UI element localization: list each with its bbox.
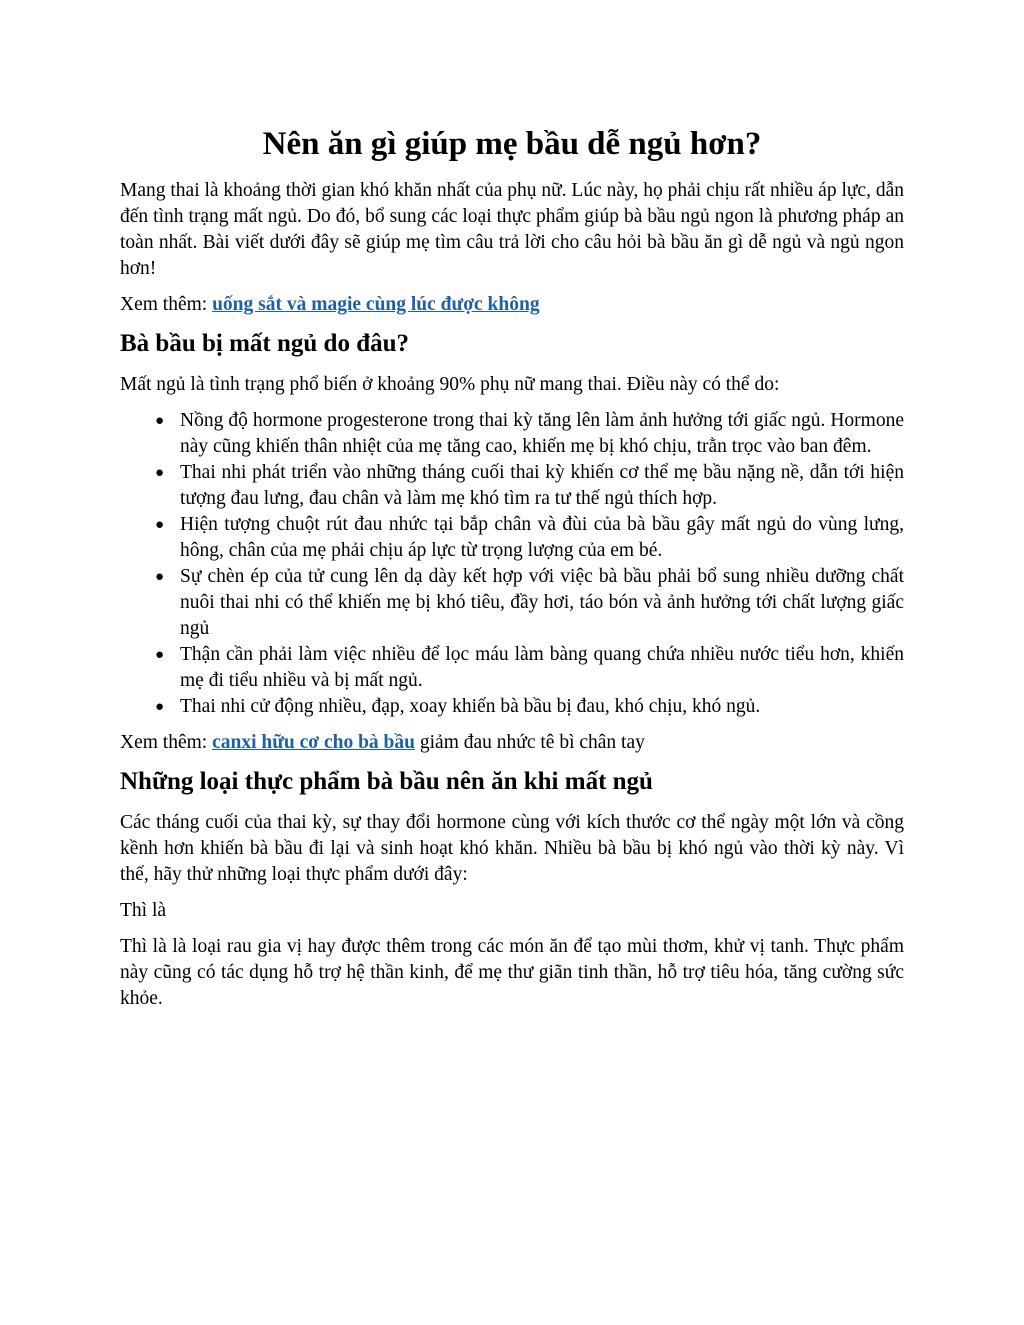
- see-more-link-iron-magnesium[interactable]: uống sắt và magie cùng lúc được không: [212, 294, 540, 315]
- bullet-icon: ●: [155, 465, 165, 481]
- see-more-suffix: giảm đau nhức tê bì chân tay: [415, 732, 645, 753]
- section-heading-foods: Những loại thực phẩm bà bầu nên ăn khi mất ngủ: [120, 768, 653, 795]
- list-item: [155, 460, 904, 512]
- section-causes-intro: Mất ngủ là tình trạng phổ biến ở khoảng 90% phụ nữ mang thai. Điều này có thể do:: [120, 374, 780, 395]
- see-more-line-2: [120, 730, 904, 756]
- food-dill-paragraph: Thì là là loại rau gia vị hay được thêm trong các món ăn để tạo mùi thơm, khử vị tanh. Thực phẩm này cũng có tác dụng hỗ trợ hệ thần kinh, để mẹ thư giãn tinh thần, hỗ trợ tiêu hóa, tăng cường sức khỏe.: [120, 936, 904, 1009]
- see-more-link-calcium[interactable]: canxi hữu cơ cho bà bầu: [212, 732, 415, 753]
- list-item: [155, 694, 904, 720]
- bullet-icon: ●: [155, 413, 165, 429]
- see-more-line-1: [120, 292, 904, 318]
- bullet-icon: ●: [155, 647, 165, 663]
- bullet-icon: ●: [155, 699, 165, 715]
- intro-paragraph: Mang thai là khoảng thời gian khó khăn nhất của phụ nữ. Lúc này, họ phải chịu rất nhiều áp lực, dẫn đến tình trạng mất ngủ. Do đó, bổ sung các loại thực phẩm giúp bà bầu ngủ ngon là phương pháp an toàn nhất. Bài viết dưới đây sẽ giúp mẹ tìm câu trả lời cho câu hỏi bà bầu ăn gì dễ ngủ và ngủ ngon hơn!: [120, 180, 904, 279]
- list-item-text: Thai nhi cử động nhiều, đạp, xoay khiến bà bầu bị đau, khó chịu, khó ngủ.: [180, 696, 761, 717]
- list-item: [155, 564, 904, 642]
- food-subheading-dill: Thì là: [120, 900, 167, 921]
- see-more-prefix: Xem thêm:: [120, 294, 213, 315]
- list-item: [155, 642, 904, 694]
- list-item-text: Hiện tượng chuột rút đau nhức tại bắp chân và đùi của bà bầu gây mất ngủ do vùng lưng, hông, chân của mẹ phải chịu áp lực từ trọng lượng của em bé.: [180, 514, 904, 561]
- causes-list: [120, 408, 904, 720]
- section-heading-causes: Bà bầu bị mất ngủ do đâu?: [120, 330, 410, 357]
- list-item: [155, 512, 904, 564]
- list-item-text: Sự chèn ép của tử cung lên dạ dày kết hợp với việc bà bầu phải bổ sung nhiều dưỡng chất nuôi thai nhi có thể khiến mẹ bị khó tiêu, đầy hơi, táo bón và ảnh hưởng tới chất lượng giấc ngủ: [180, 566, 904, 639]
- list-item: [155, 408, 904, 460]
- list-item-text: Nồng độ hormone progesterone trong thai kỳ tăng lên làm ảnh hưởng tới giấc ngủ. Hormone này cũng khiến thân nhiệt của mẹ tăng cao, khiến mẹ bị khó chịu, trằn trọc vào ban đêm.: [180, 410, 904, 457]
- bullet-icon: ●: [155, 569, 165, 585]
- bullet-icon: ●: [155, 517, 165, 533]
- see-more-prefix: Xem thêm:: [120, 732, 213, 753]
- list-item-text: Thận cần phải làm việc nhiều để lọc máu làm bàng quang chứa nhiều nước tiểu hơn, khiến mẹ đi tiểu nhiều và bị mất ngủ.: [180, 644, 904, 691]
- page-title: Nên ăn gì giúp mẹ bầu dễ ngủ hơn?: [262, 126, 762, 162]
- section-foods-intro: Các tháng cuối của thai kỳ, sự thay đổi hormone cùng với kích thước cơ thể ngày một lớn và cồng kềnh hơn khiến bà bầu đi lại và sinh hoạt khó khăn. Nhiều bà bầu bị khó ngủ vào thời kỳ này. Vì thế, hãy thử những loại thực phẩm dưới đây:: [120, 812, 904, 885]
- list-item-text: Thai nhi phát triển vào những tháng cuối thai kỳ khiến cơ thể mẹ bầu nặng nề, dẫn tới hiện tượng đau lưng, đau chân và làm mẹ khó tìm ra tư thế ngủ thích hợp.: [180, 462, 904, 509]
